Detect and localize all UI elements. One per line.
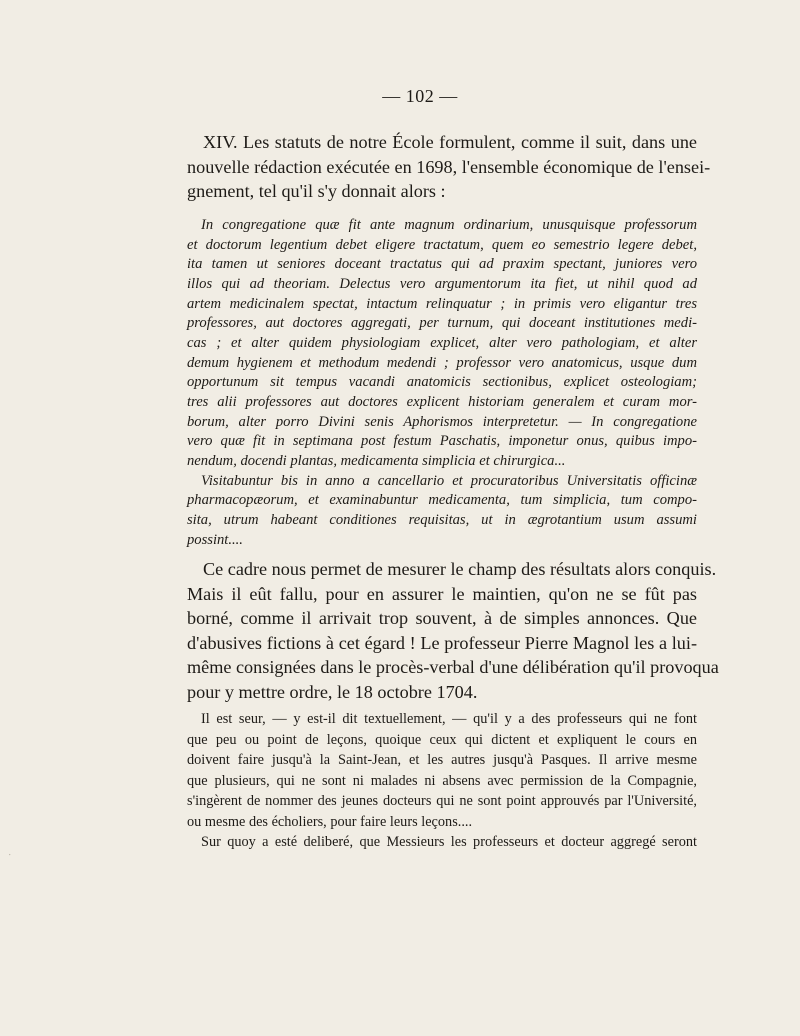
quote-line: que peu ou point de leçons, quoique ceux qui dictent et expliquent le cours en bbox=[187, 731, 697, 748]
quote-line: illos qui ad theoriam. Delectus vero argumentorum ita fiet, ut nihil quod ad bbox=[187, 275, 697, 292]
quote-line: Il est seur, — y est-il dit textuellement, — qu'il y a des professeurs qui ne font bbox=[201, 711, 697, 727]
quote-line: professores, aut doctores aggregati, per turnum, qui doceant institutiones medi- bbox=[187, 315, 697, 332]
quote-line: borum, alter porro Divini senis Aphorismos interpretetur. — In congregatione bbox=[187, 413, 697, 430]
text-line: XIV. Les statuts de notre École formulent, comme il suit, dans une bbox=[203, 132, 697, 152]
text-line: Mais il eût fallu, pour en assurer le maintien, qu'on ne se fût pas bbox=[187, 583, 697, 604]
text-line: gnement, tel qu'il s'y donnait alors : bbox=[187, 181, 446, 201]
quote-line: vero quæ fit in septimana post festum Paschatis, imponetur onus, quibus impo- bbox=[187, 433, 697, 450]
quote-line: cas ; et alter quidem physiologiam explicet, alter vero pathologiam, et alter bbox=[187, 334, 697, 351]
quote-line: possint.... bbox=[187, 531, 243, 548]
quote-line: et doctorum legentium debet eligere tractatum, quem eo semestrio legere debet, bbox=[187, 236, 697, 253]
quote-line: Sur quoy a esté deliberé, que Messieurs les professeurs et docteur aggregé seront bbox=[201, 834, 697, 850]
quote-line: pharmacopæorum, et examinabuntur medicamenta, tum simplicia, tum compo- bbox=[187, 492, 697, 509]
text-line: borné, comme il arrivait trop souvent, à de simples annonces. Que bbox=[187, 608, 697, 628]
quote-line: s'ingèrent de nommer des jeunes docteurs qui ne sont point approuvés par l'Université, bbox=[187, 793, 697, 809]
text-line: d'abusives fictions à cet égard ! Le professeur Pierre Magnol les a lui- bbox=[187, 632, 697, 653]
latin-quote-block bbox=[187, 216, 697, 550]
text-line: pour y mettre ordre, le 18 octobre 1704. bbox=[187, 681, 478, 702]
quote-line: demum hygienem et methodum medendi ; professor vero anatomicus, usque dum bbox=[187, 354, 697, 371]
quote-line: que plusieurs, qui ne sont ni malades ni absens avec permission de la Compagnie, bbox=[187, 772, 697, 789]
quote-line: ita tamen ut seniores doceant tractatus qui ad praxim spectant, juniores vero bbox=[187, 256, 697, 273]
quote-line: opportunum sit tempus vacandi anatomicis sectionibus, explicet osteologiam; bbox=[187, 374, 697, 391]
quote-line: sita, utrum habeant conditiones requisitas, ut in ægrotantium usum assumi bbox=[187, 511, 697, 528]
quote-line: Visitabuntur bis in anno a cancellario et procuratoribus Universitatis officinæ bbox=[201, 472, 697, 489]
text-line: Ce cadre nous permet de mesurer le champ des résultats alors conquis. bbox=[203, 559, 717, 579]
section-intro-paragraph bbox=[187, 130, 711, 204]
quote-line: ou mesme des écholiers, pour faire leurs leçons.... bbox=[187, 813, 473, 830]
quote-line: doivent faire jusqu'à la Saint-Jean, et les autres jusqu'à Pasques. Il arrive mesme bbox=[187, 752, 697, 768]
text-line: même consignées dans le procès-verbal d'une délibération qu'il provoqua bbox=[187, 657, 719, 677]
quote-line: artem medicinalem spectat, intactum relinquatur ; in primis vero eligantur tres bbox=[187, 295, 697, 312]
quote-line: tres alii professores aut doctores explicent historiam generalem et curam mor- bbox=[187, 393, 697, 410]
quote-line: nendum, docendi plantas, medicamenta simplicia et chirurgica... bbox=[187, 452, 566, 469]
margin-mark: ⋅ bbox=[8, 850, 12, 861]
page-number: — 102 — bbox=[382, 86, 458, 106]
quote-line: In congregatione quæ fit ante magnum ordinarium, unusquisque professorum bbox=[201, 217, 697, 233]
proces-verbal-quote bbox=[187, 709, 697, 853]
text-line: nouvelle rédaction exécutée en 1698, l'ensemble économique de l'ensei- bbox=[187, 156, 711, 177]
commentary-paragraph bbox=[187, 557, 719, 704]
